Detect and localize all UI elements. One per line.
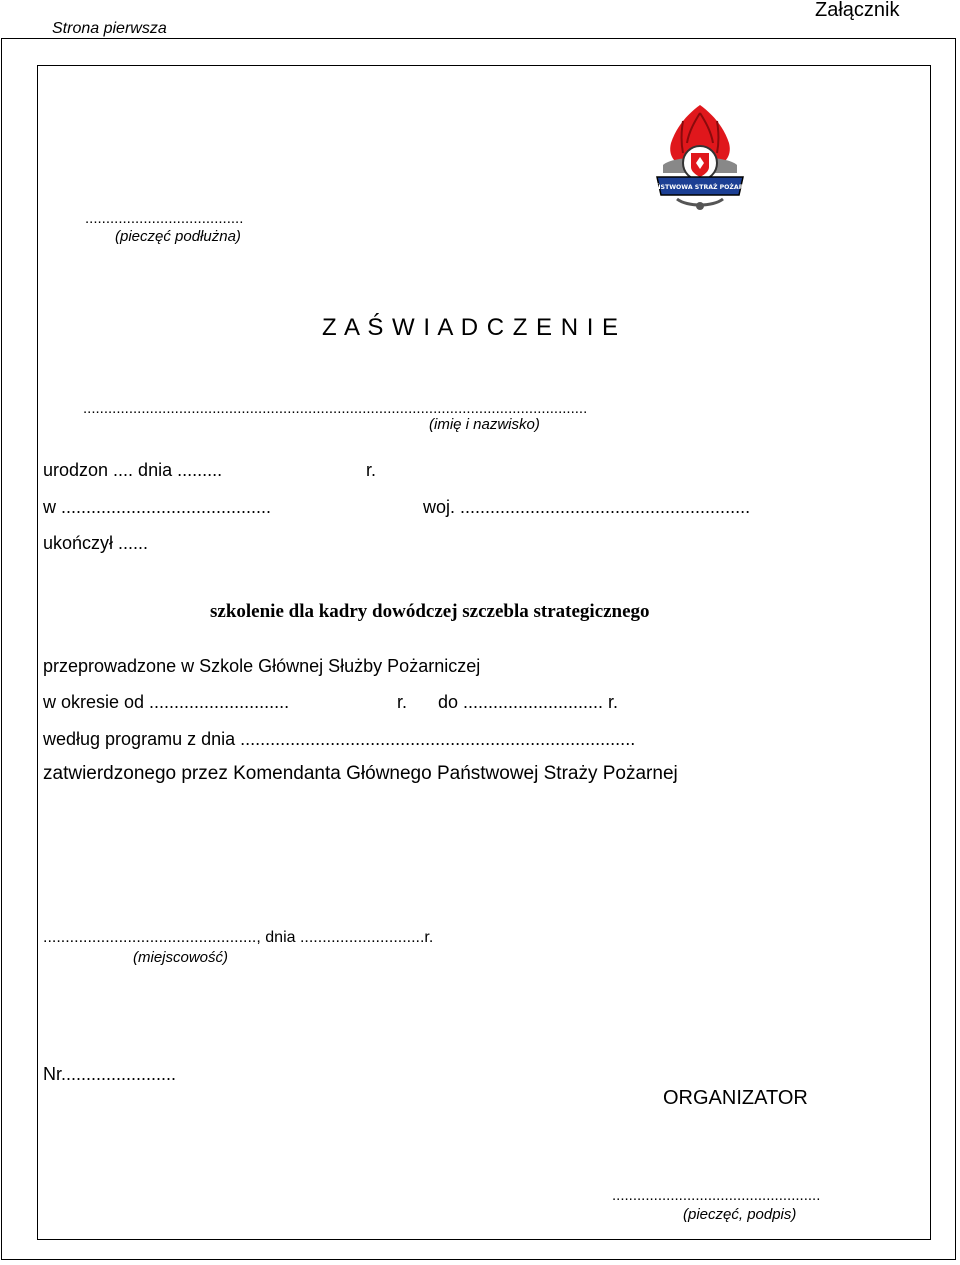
voivodeship-line: woj. .......................................................... bbox=[423, 497, 751, 517]
course-title: szkolenie dla kadry dowódczej szczebla strategicznego bbox=[210, 601, 650, 622]
period-from-suffix: r. bbox=[397, 692, 408, 712]
number-line: Nr....................... bbox=[43, 1064, 177, 1084]
annex-label: Załącznik bbox=[815, 0, 900, 21]
period-to: do ............................ r. bbox=[438, 692, 619, 712]
completed-line: ukończył ...... bbox=[43, 533, 149, 553]
name-dots: ......................................................................................................................... bbox=[83, 400, 588, 417]
organizer-label: ORGANIZATOR bbox=[663, 1087, 808, 1109]
page-label: Strona pierwsza bbox=[52, 20, 167, 37]
name-label: (imię i nazwisko) bbox=[429, 416, 540, 433]
period-from: w okresie od ............................ bbox=[43, 692, 290, 712]
emblem-text: PAŃSTWOWA STRAŻ POŻARNA bbox=[646, 184, 754, 191]
document-title: Z A Ś W I A D C Z E N I E bbox=[322, 314, 620, 341]
conducted-by-line: przeprowadzone w Szkole Głównej Służby Pożarniczej bbox=[43, 656, 481, 676]
seal-dots: .................................................. bbox=[612, 1187, 821, 1204]
approved-by-line: zatwierdzonego przez Komendanta Głównego Państwowej Straży Pożarnej bbox=[43, 763, 678, 784]
birth-year-suffix: r. bbox=[366, 460, 377, 480]
seal-label: (pieczęć, podpis) bbox=[683, 1206, 797, 1223]
stamp-label: (pieczęć podłużna) bbox=[115, 228, 241, 245]
fire-service-emblem-logo bbox=[646, 103, 754, 211]
place-label: (miejscowość) bbox=[133, 949, 229, 966]
stamp-dots: ...................................... bbox=[85, 210, 244, 227]
place-date-line: ................................................, dnia ............................r. bbox=[43, 929, 434, 946]
birth-date-line: urodzon .... dnia ......... bbox=[43, 460, 223, 480]
program-line: według programu z dnia ............................................................................... bbox=[43, 729, 636, 749]
birth-place-line: w .......................................... bbox=[43, 497, 272, 517]
